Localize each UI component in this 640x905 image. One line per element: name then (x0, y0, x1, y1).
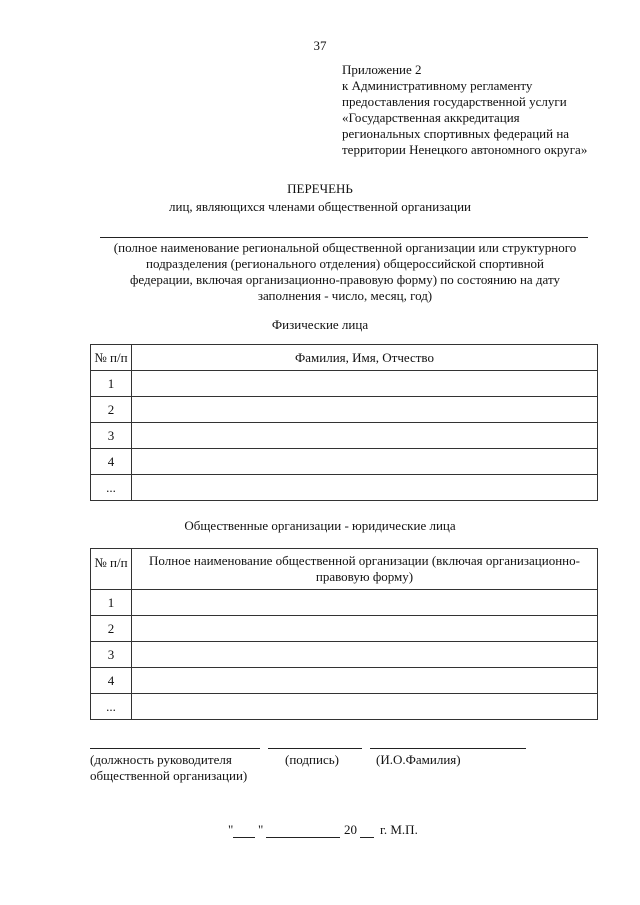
title-main: ПЕРЕЧЕНЬ (287, 181, 353, 196)
caption-line: подразделения (регионального отделения) общероссийской спортивной (145, 256, 545, 271)
row-number: ... (91, 694, 132, 720)
fullname-cell[interactable] (132, 371, 598, 397)
org-name-cell[interactable] (132, 616, 598, 642)
org-name-cell[interactable] (132, 668, 598, 694)
position-label: (должность руководителя общественной организации) (90, 752, 248, 783)
date-year-prefix: 20 (344, 822, 357, 837)
table-row (91, 694, 598, 720)
table-row (91, 668, 598, 694)
fullname-cell[interactable] (132, 423, 598, 449)
header-fullname: Фамилия, Имя, Отчество (132, 345, 598, 371)
table-row (91, 449, 598, 475)
date-close-quote: " (258, 822, 264, 837)
table-header-row (91, 549, 598, 590)
appendix-line: региональных спортивных федераций на (342, 126, 570, 141)
table-row (91, 475, 598, 501)
table-row (91, 590, 598, 616)
row-number: 2 (91, 616, 132, 642)
date-day-line[interactable] (233, 837, 255, 838)
row-number: 4 (91, 449, 132, 475)
appendix-line: Приложение 2 (342, 62, 422, 77)
fullname-cell[interactable] (132, 449, 598, 475)
header-org-name: Полное наименование общественной организации (включая организационно-правовую форму) (132, 549, 598, 590)
title-sub: лиц, являющихся членами общественной организации (169, 199, 471, 214)
row-number: 4 (91, 668, 132, 694)
appendix-line: «Государственная аккредитация (342, 110, 520, 125)
appendix-line: предоставления государственной услуги (342, 94, 567, 109)
table-row (91, 397, 598, 423)
date-month-line[interactable] (266, 837, 340, 838)
table-row (91, 642, 598, 668)
organizations-table (90, 548, 598, 720)
row-number: 3 (91, 423, 132, 449)
individuals-table (90, 344, 598, 501)
table-row (91, 423, 598, 449)
org-name-cell[interactable] (132, 694, 598, 720)
name-signature-line[interactable] (370, 748, 526, 749)
caption-line: (полное наименование региональной общественной организации или структурного (113, 240, 577, 255)
row-number: ... (91, 475, 132, 501)
row-number: 1 (91, 590, 132, 616)
table-row (91, 371, 598, 397)
date-year-line[interactable] (360, 837, 374, 838)
document-title (0, 180, 640, 216)
caption-line: федерации, включая организационно-правовую форму) по состоянию на дату (129, 272, 560, 287)
table-row (91, 616, 598, 642)
page-number: 37 (313, 38, 327, 53)
date-open-quote: " (228, 822, 234, 837)
signature-line[interactable] (268, 748, 362, 749)
appendix-block (342, 62, 587, 158)
header-number: № п/п (91, 345, 132, 371)
row-number: 2 (91, 397, 132, 423)
fullname-cell[interactable] (132, 397, 598, 423)
date-suffix: г. М.П. (380, 822, 418, 837)
fullname-cell[interactable] (132, 475, 598, 501)
table-header-row (91, 345, 598, 371)
org-name-cell[interactable] (132, 642, 598, 668)
appendix-line: к Административному регламенту (342, 78, 533, 93)
name-label: (И.О.Фамилия) (376, 752, 461, 767)
section-title-individuals: Физические лица (271, 317, 369, 332)
appendix-line: территории Ненецкого автономного округа» (342, 142, 588, 157)
org-name-line (100, 237, 588, 238)
caption-line: заполнения - число, месяц, год) (257, 288, 433, 303)
position-signature-line[interactable] (90, 748, 260, 749)
row-number: 3 (91, 642, 132, 668)
org-name-caption (100, 240, 590, 304)
row-number: 1 (91, 371, 132, 397)
signature-label: (подпись) (285, 752, 339, 767)
org-name-cell[interactable] (132, 590, 598, 616)
section-title-organizations: Общественные организации - юридические лица (184, 518, 456, 533)
header-number: № п/п (91, 549, 132, 590)
